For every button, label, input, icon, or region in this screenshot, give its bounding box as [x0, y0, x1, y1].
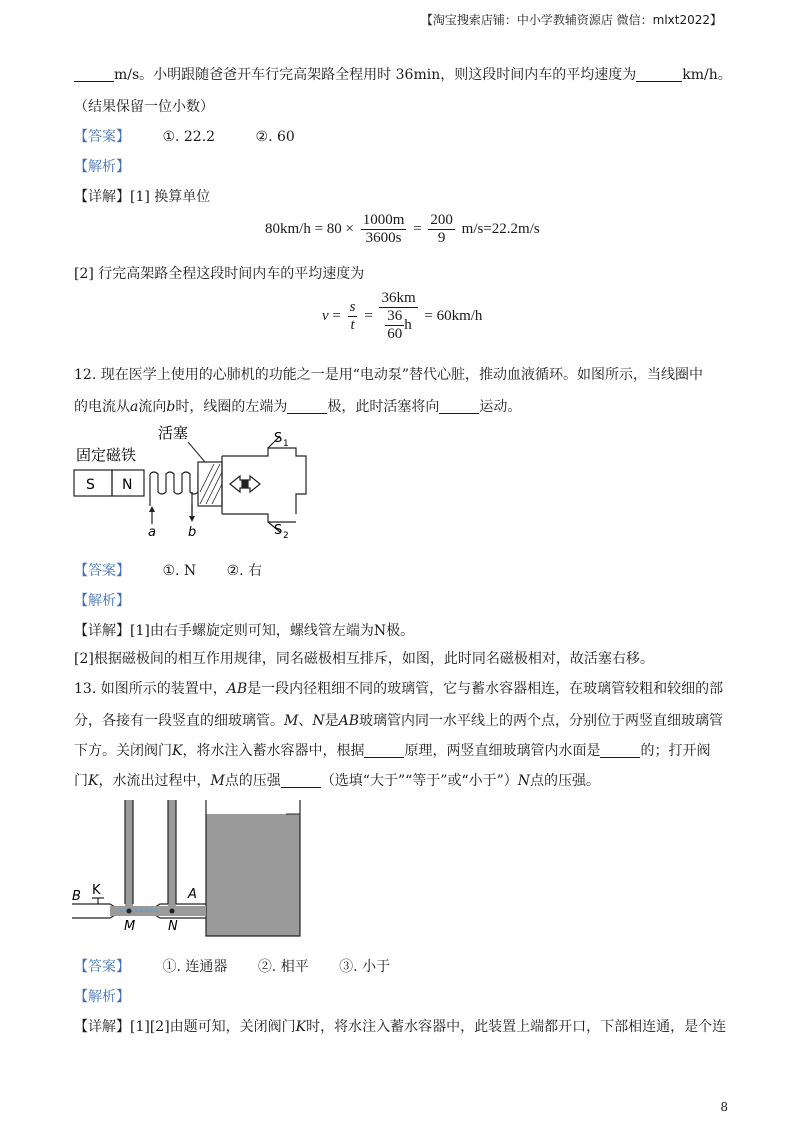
tube-right-water: [168, 800, 176, 910]
answer-tag: 【答案】: [74, 563, 130, 579]
q11-line1: [74, 64, 732, 84]
q12-detail1: 【详解】[1]由右手螺旋定则可知，螺线管左端为N极。: [74, 623, 415, 639]
answer-2: ②. 60: [255, 129, 295, 145]
q12-detail2: [2]根据磁极间的相互作用规律，同名磁极相互排斥，如图，此时同名磁极相对，故活塞右移。: [74, 651, 654, 667]
switch-s2: S: [274, 523, 283, 538]
q13-line1: 13. 如图所示的装置中，AB是一段内径粗细不同的玻璃管，它与蓄水容器相连，在玻璃管较粗和较细的部: [74, 681, 724, 697]
analysis-tag: 【解析】: [74, 159, 130, 175]
header-shop-note: 【淘宝搜索店铺：中小学教辅资源店 微信：mlxt2022】: [420, 13, 722, 27]
detail-tag: 【详解】: [74, 189, 130, 205]
detail-text: [1] 换算单位: [130, 189, 211, 205]
answer-blank: [439, 399, 479, 414]
eq1-fraction2: $\frac{200}{9}$: [430, 212, 453, 246]
eq1-equals: =: [413, 220, 422, 237]
answer-blank: [364, 743, 404, 758]
label-b: b: [188, 525, 197, 540]
equation-2: v = $\frac{s}{t}$ = 36km $\frac{36}{60}$ h = 60km/h: [322, 290, 483, 342]
pump-body: [222, 436, 306, 532]
eq2-fraction: 36km $\frac{36}{60}$ h: [381, 290, 416, 342]
point-m: [127, 909, 132, 914]
q11-line2: （结果保留一位小数）: [74, 99, 214, 115]
tubes: [72, 800, 206, 918]
tube-left-water: [125, 800, 133, 910]
q13-line3: 下方。关闭阀门K，将水注入蓄水容器中，根据 原理，两竖直细玻璃管内水面是 的；打开阀: [74, 743, 711, 759]
q11-text: m/s。小明跟随爸爸开车行完高架路全程用时 36min，则这段时间内车的平均速度为: [114, 67, 637, 83]
label-b: B: [72, 889, 81, 904]
analysis-tag: 【解析】: [74, 593, 130, 609]
equation-1: [265, 212, 540, 247]
answer-2: ②. 右: [226, 563, 263, 579]
magnet-label: 固定磁铁: [76, 446, 137, 464]
q13-detail1: 【详解】[1][2]由题可知，关闭阀门K时，将水注入蓄水容器中，此装置上端都开口，下部相连通，是个连: [74, 1019, 727, 1035]
page-number: 8: [720, 1100, 728, 1114]
q13-answer: [74, 956, 390, 976]
q12-answer: [74, 560, 262, 580]
analysis-tag: 【解析】: [74, 989, 130, 1005]
label-m: M: [124, 919, 136, 934]
answer-tag: 【答案】: [74, 129, 130, 145]
svg-text:2: 2: [283, 531, 289, 541]
q12-line1: 12. 现在医学上使用的心肺机的功能之一是用“电动泵”替代心脏，推动血液循环。如图所示，当线圈中: [74, 367, 704, 383]
magnet-n: N: [122, 477, 133, 493]
answer-blank: [600, 743, 640, 758]
switch-s1: S: [274, 431, 283, 446]
pump-figure: [70, 422, 320, 542]
q11-unit: km/h。: [682, 67, 732, 83]
answer-1: ①. 22.2: [162, 129, 216, 145]
answer-blank: [74, 67, 114, 82]
q11-detail2: [2] 行完高架路全程这段时间内车的平均速度为: [74, 266, 365, 282]
tube-figure: [70, 800, 310, 940]
point-n: [170, 909, 175, 914]
answer-1: ①. N: [162, 563, 197, 579]
answer-blank: [287, 399, 327, 414]
answer-blank: [281, 773, 321, 788]
piston-leader: [188, 442, 205, 462]
answer-2: ②. 相平: [257, 959, 309, 975]
answer-blank: [636, 67, 682, 82]
q12-line2: 的电流从a流向b时，线圈的左端为 极，此时活塞将向 运动。: [74, 399, 522, 415]
eq1-fraction: $\frac{1000m}{3600s}$: [362, 212, 405, 246]
q13-line4: 门K，水流出过程中，M点的压强 （选填“大于”“等于”或“小于”）N点的压强。: [74, 773, 601, 789]
magnet-s: S: [86, 477, 95, 493]
piston-label: 活塞: [158, 424, 189, 442]
label-n: N: [168, 919, 178, 934]
answer-3: ③. 小于: [339, 959, 391, 975]
q11-answer: [74, 126, 295, 146]
q11-detail1: [74, 186, 210, 206]
svg-text:1: 1: [283, 439, 289, 449]
label-a: A: [188, 887, 197, 902]
piston: [198, 462, 222, 506]
answer-tag: 【答案】: [74, 959, 130, 975]
label-k: K: [92, 883, 101, 898]
label-a: a: [148, 525, 156, 540]
eq1-right: m/s=22.2m/s: [461, 220, 540, 237]
eq1-left: 80km/h = 80 ×: [265, 220, 355, 237]
q13-line2: 分，各接有一段竖直的细玻璃管。M、N是AB玻璃管内同一水平线上的两个点，分别位于两竖直细玻璃管: [74, 713, 723, 729]
answer-1: ①. 连通器: [162, 959, 228, 975]
reservoir-water: [206, 814, 300, 936]
